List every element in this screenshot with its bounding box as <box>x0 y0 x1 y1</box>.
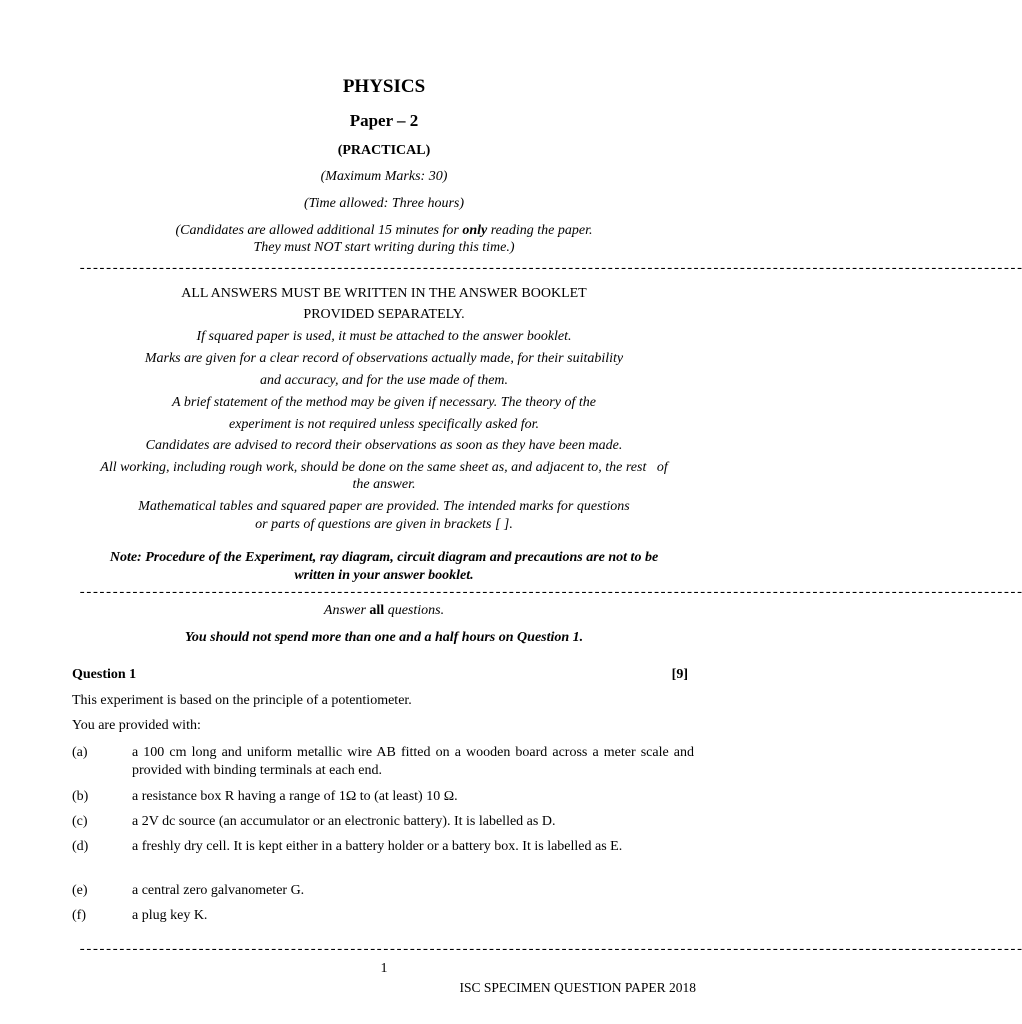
note-line-2: written in your answer booklet. <box>294 568 474 583</box>
max-marks: (Maximum Marks: 30) <box>320 169 448 184</box>
instruction-line-8: Candidates are advised to record their observations as soon as they have been made. <box>145 438 623 453</box>
subject-title: PHYSICS <box>342 76 426 97</box>
instruction-line-2: PROVIDED SEPARATELY. <box>303 307 465 322</box>
footer-paper-name: ISC SPECIMEN QUESTION PAPER 2018 <box>459 980 696 995</box>
item-label: (b) <box>72 789 89 804</box>
question-marks: [9] <box>671 667 688 682</box>
paper-number: Paper – 2 <box>349 111 419 130</box>
reading-note-bold: only <box>462 223 488 238</box>
question-heading <box>72 667 688 683</box>
reading-note-line2: They must NOT start writing during this time.) <box>253 240 515 255</box>
instruction-line-10: the answer. <box>352 477 416 492</box>
list-item <box>72 813 694 831</box>
paper-type: (PRACTICAL) <box>337 143 431 158</box>
separator-top: ----------------------------------------------------------------------------------------------------------------------------------------------- <box>78 261 1022 277</box>
list-item <box>72 788 694 806</box>
item-label: (e) <box>72 883 88 898</box>
note-line-1: Note: Procedure of the Experiment, ray diagram, circuit diagram and precautions are not to be <box>109 550 659 565</box>
instruction-line-6: A brief statement of the method may be given if necessary. The theory of the <box>172 395 596 410</box>
separator-middle: ----------------------------------------------------------------------------------------------------------------------------------------------- <box>78 585 1022 601</box>
item-label: (c) <box>72 814 88 829</box>
item-label: (d) <box>72 839 89 854</box>
item-text: a plug key K. <box>132 908 208 923</box>
reading-note <box>0 223 768 239</box>
list-item <box>72 744 694 780</box>
reading-note-post: reading the paper. <box>487 223 593 238</box>
list-item <box>72 882 694 900</box>
item-label: (a) <box>72 745 88 760</box>
instruction-line-4: Marks are given for a clear record of observations actually made, for their suitability <box>144 351 624 366</box>
answer-all-pre: Answer <box>323 603 370 618</box>
answer-all-instruction <box>0 603 768 619</box>
item-text: a resistance box R having a range of 1Ω to (at least) 10 Ω. <box>132 789 458 804</box>
item-text: a 100 cm long and uniform metallic wire AB fitted on a wooden board across a meter scale and provided with binding terminals at each end. <box>132 745 694 778</box>
list-item <box>72 838 694 874</box>
question-title: Question 1 <box>72 667 137 682</box>
answer-all-post: questions. <box>384 603 445 618</box>
instruction-line-12: or parts of questions are given in brackets [ ]. <box>255 517 513 532</box>
separator-bottom: ----------------------------------------------------------------------------------------------------------------------------------------------- <box>78 942 1022 958</box>
reading-note-pre: (Candidates are allowed additional 15 minutes for <box>175 223 463 238</box>
instruction-line-11: Mathematical tables and squared paper are provided. The intended marks for questions <box>138 499 630 514</box>
item-text: a central zero galvanometer G. <box>132 883 305 898</box>
instruction-line-3: If squared paper is used, it must be attached to the answer booklet. <box>196 329 572 344</box>
page-number: 1 <box>380 961 388 976</box>
instruction-line-9: All working, including rough work, should be done on the same sheet as, and adjacent to, the rest of <box>100 460 668 475</box>
instruction-line-5: and accuracy, and for the use made of them. <box>259 373 509 388</box>
time-guidance: You should not spend more than one and a half hours on Question 1. <box>184 630 584 645</box>
question-intro: This experiment is based on the principle of a potentiometer. <box>72 693 412 708</box>
answer-all-bold: all <box>369 603 385 618</box>
item-label: (f) <box>72 908 86 923</box>
instruction-line-1: ALL ANSWERS MUST BE WRITTEN IN THE ANSWER BOOKLET <box>181 286 587 301</box>
item-text: a 2V dc source (an accumulator or an electronic battery). It is labelled as D. <box>132 814 556 829</box>
provided-heading: You are provided with: <box>72 718 201 733</box>
time-allowed: (Time allowed: Three hours) <box>303 196 465 211</box>
instruction-line-7: experiment is not required unless specifically asked for. <box>228 417 539 432</box>
list-item <box>72 907 694 925</box>
item-text: a freshly dry cell. It is kept either in a battery holder or a battery box. It is labelled as E. <box>132 839 623 854</box>
